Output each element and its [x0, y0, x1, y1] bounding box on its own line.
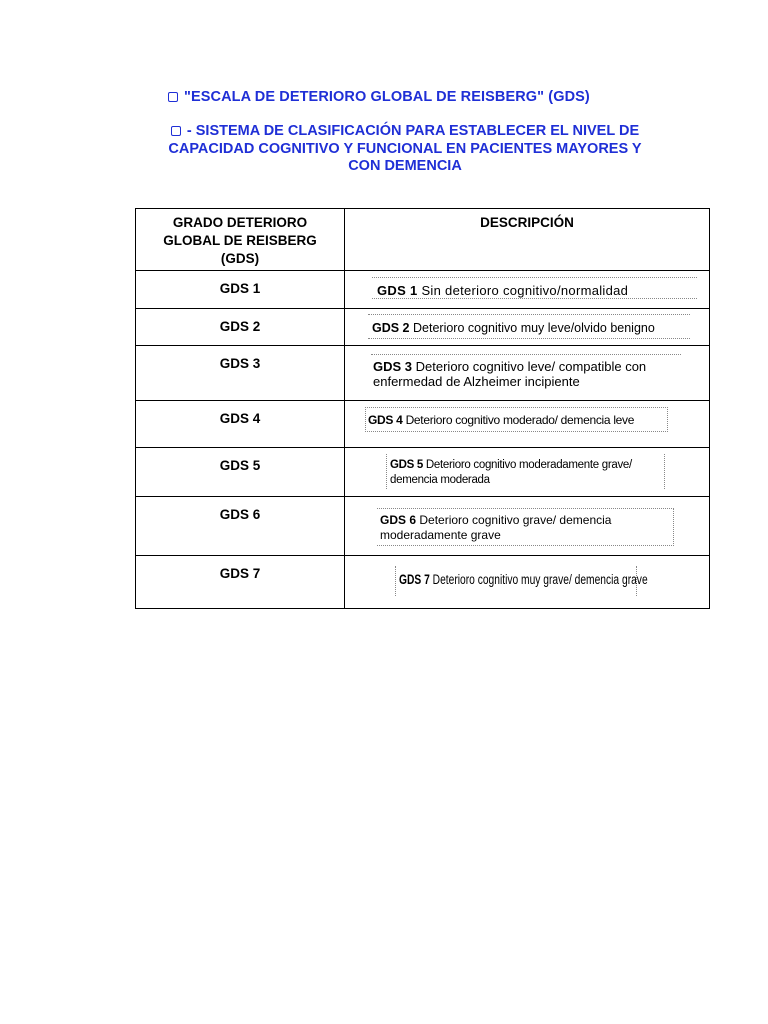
table-row: [136, 497, 710, 556]
table-row: [136, 271, 710, 309]
description-box: GDS 4 Deterioro cognitivo moderado/ demencia leve: [365, 407, 668, 432]
header-grade-column: GRADO DETERIORO GLOBAL DE REISBERG (GDS): [136, 209, 345, 271]
grade-cell: GDS 3: [136, 346, 345, 401]
grade-cell: GDS 5: [136, 448, 345, 497]
description-box: GDS 6 Deterioro cognitivo grave/ demencia moderadamente grave: [377, 508, 674, 546]
gds-scale-table: [135, 208, 710, 609]
description-box: GDS 3 Deterioro cognitivo leve/ compatible con enfermedad de Alzheimer incipiente: [371, 354, 681, 390]
subtitle-line-3: CON DEMENCIA: [348, 158, 462, 174]
title-text: "ESCALA DE DETERIORO GLOBAL DE REISBERG" (GDS): [184, 89, 590, 105]
description-cell: [345, 401, 710, 448]
description-cell: [345, 497, 710, 556]
table-row: [136, 309, 710, 346]
description-cell: [345, 309, 710, 346]
description-cell: [345, 556, 710, 609]
document-subtitle: [130, 123, 680, 176]
table-row: [136, 346, 710, 401]
table-row: [136, 556, 710, 609]
header-description-column: DESCRIPCIÓN: [345, 209, 710, 271]
table-row: [136, 401, 710, 448]
grade-cell: GDS 4: [136, 401, 345, 448]
table-row: [136, 448, 710, 497]
table-header-row: [136, 209, 710, 271]
checkbox-square-icon: [171, 126, 181, 136]
checkbox-square-icon: [168, 92, 178, 102]
description-cell: [345, 346, 710, 401]
description-cell: [345, 271, 710, 309]
grade-cell: GDS 6: [136, 497, 345, 556]
document-title: [168, 89, 590, 105]
grade-cell: GDS 7: [136, 556, 345, 609]
description-box: GDS 2 Deterioro cognitivo muy leve/olvido benigno: [368, 314, 690, 339]
description-box: GDS 5 Deterioro cognitivo moderadamente grave/ demencia moderada: [386, 454, 665, 489]
description-box: GDS 7 Deterioro cognitivo muy grave/ demencia grave: [395, 566, 637, 596]
description-box: GDS 1 Sin deterioro cognitivo/normalidad: [372, 277, 697, 299]
grade-cell: GDS 1: [136, 271, 345, 309]
grade-cell: GDS 2: [136, 309, 345, 346]
subtitle-line-1: - SISTEMA DE CLASIFICACIÓN PARA ESTABLECER EL NIVEL DE: [130, 123, 680, 141]
subtitle-line-2: CAPACIDAD COGNITIVO Y FUNCIONAL EN PACIENTES MAYORES Y: [168, 140, 642, 157]
description-cell: [345, 448, 710, 497]
